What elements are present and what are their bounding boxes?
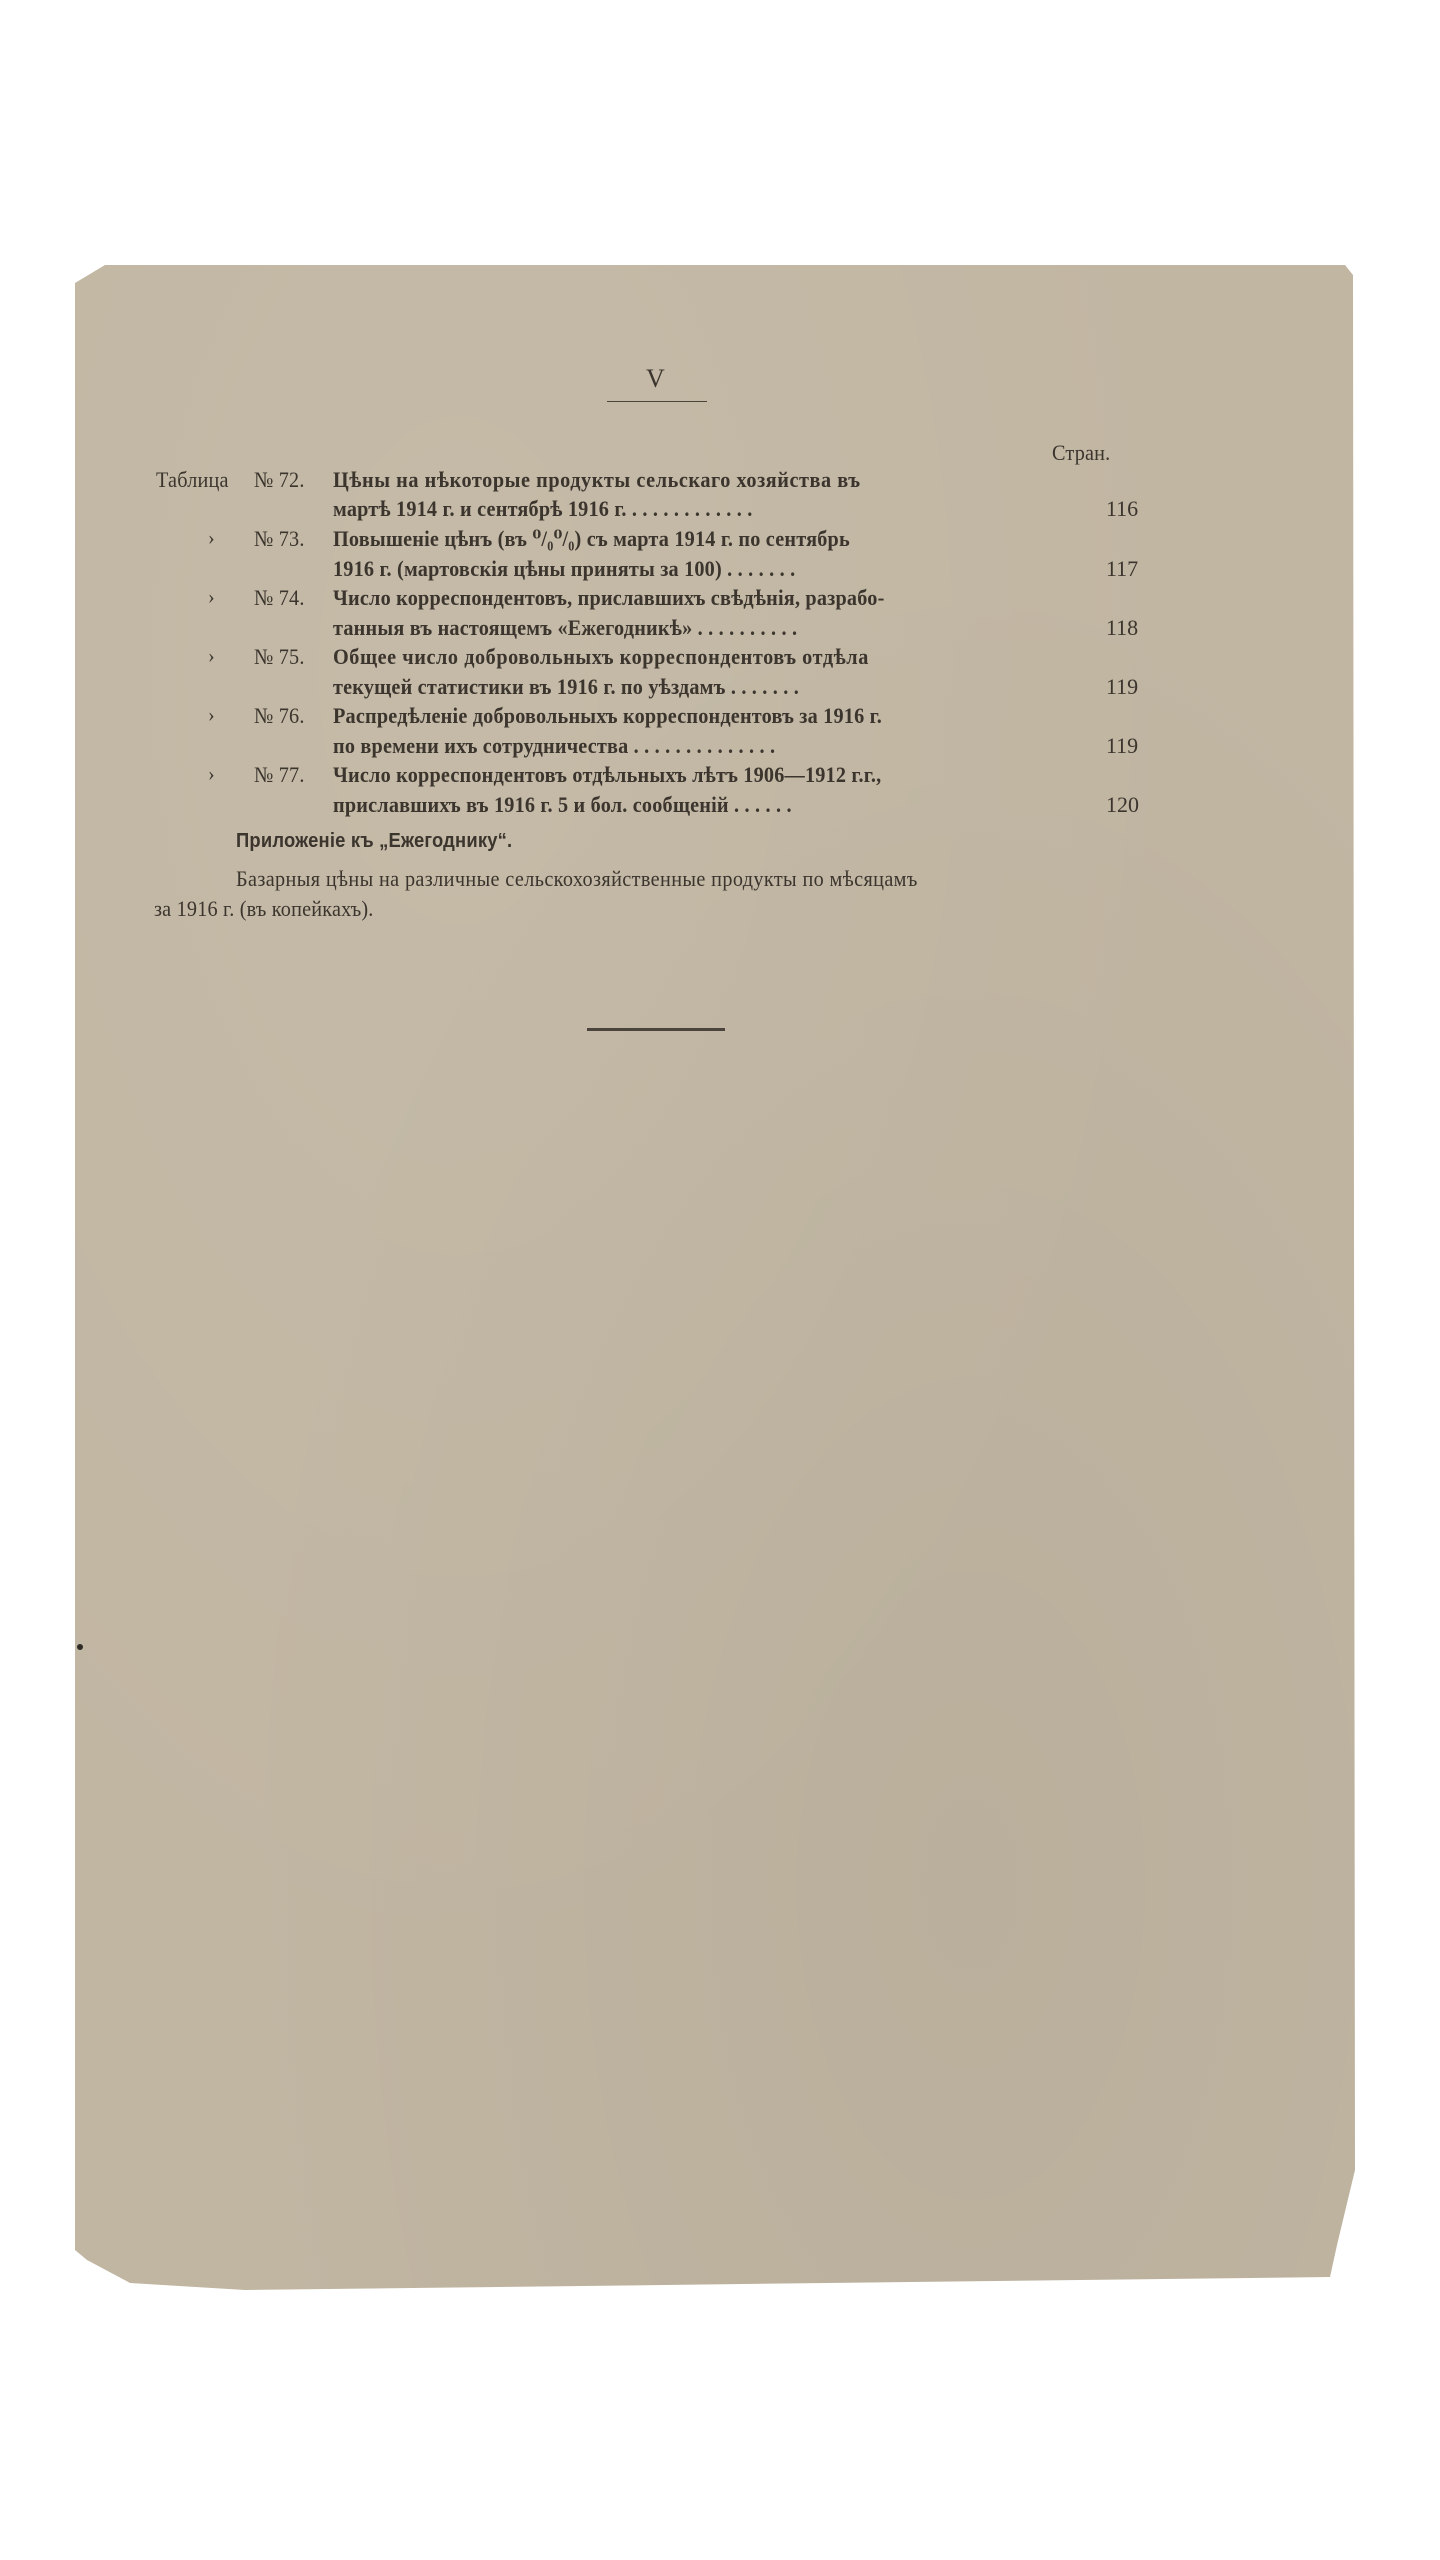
- column-header-pages: Стран.: [1052, 440, 1111, 465]
- entry-title-line1: Общее число добровольныхъ корреспондентовъ отдѣла: [333, 644, 869, 669]
- ditto-mark: ›: [208, 645, 215, 667]
- appendix-title: Приложеніе къ „Ежегоднику“.: [236, 830, 513, 852]
- ditto-mark: ›: [208, 586, 215, 608]
- entry-marker: № 73.: [254, 526, 305, 551]
- entry-page: 119: [1106, 733, 1139, 758]
- ditto-mark: ›: [208, 763, 215, 785]
- entry-page: 117: [1106, 556, 1139, 581]
- end-divider: [587, 1028, 725, 1031]
- page-number: V: [646, 364, 665, 393]
- entry-title-line2: мартѣ 1914 г. и сентябрѣ 1916 г. . . . . . . . . . . . .: [333, 496, 753, 521]
- entry-marker: № 75.: [254, 644, 305, 669]
- entry-title-line2: текущей статистики въ 1916 г. по уѣздамъ . . . . . . .: [333, 674, 800, 699]
- entry-title-line1: Повышеніе цѣнъ (въ ⁰/₀⁰/₀) съ марта 1914 г. по сентябрь: [333, 526, 850, 551]
- entry-title-line1: Цѣны на нѣкоторые продукты сельскаго хозяйства въ: [333, 467, 861, 492]
- ditto-mark: ›: [208, 527, 215, 549]
- entry-marker: № 74.: [254, 585, 305, 610]
- entry-title-line2: по времени ихъ сотрудничества . . . . . . . . . . . . . .: [333, 733, 776, 758]
- entry-title-line1: Число корреспондентовъ, приславшихъ свѣдѣнія, разрабо-: [333, 585, 885, 610]
- entry-marker: № 76.: [254, 703, 305, 728]
- entry-title-line1: Число корреспондентовъ отдѣльныхъ лѣтъ 1906—1912 г.г.,: [333, 762, 882, 787]
- entry-page: 120: [1106, 792, 1139, 817]
- entry-marker: № 77.: [254, 762, 305, 787]
- paper-speck: [77, 1644, 83, 1650]
- entry-title-line2: приславшихъ въ 1916 г. 5 и бол. сообщеній . . . . . .: [333, 792, 792, 817]
- ditto-mark: ›: [208, 704, 215, 726]
- entry-title-line2: 1916 г. (мартовскія цѣны приняты за 100) . . . . . . .: [333, 556, 796, 581]
- entry-prefix: Таблица: [156, 467, 229, 492]
- entry-page: 118: [1106, 615, 1139, 640]
- appendix-text-line2: за 1916 г. (въ копейкахъ).: [154, 896, 374, 921]
- page-number-underline: [607, 401, 707, 402]
- entry-marker: № 72.: [254, 467, 305, 492]
- entry-page: 119: [1106, 674, 1139, 699]
- appendix-text-line1: Базарныя цѣны на различные сельскохозяйственные продукты по мѣсяцамъ: [236, 866, 918, 891]
- entry-page: 116: [1106, 496, 1139, 521]
- entry-title-line1: Распредѣленіе добровольныхъ корреспондентовъ за 1916 г.: [333, 703, 882, 728]
- entry-title-line2: танныя въ настоящемъ «Ежегодникѣ» . . . . . . . . . .: [333, 615, 798, 640]
